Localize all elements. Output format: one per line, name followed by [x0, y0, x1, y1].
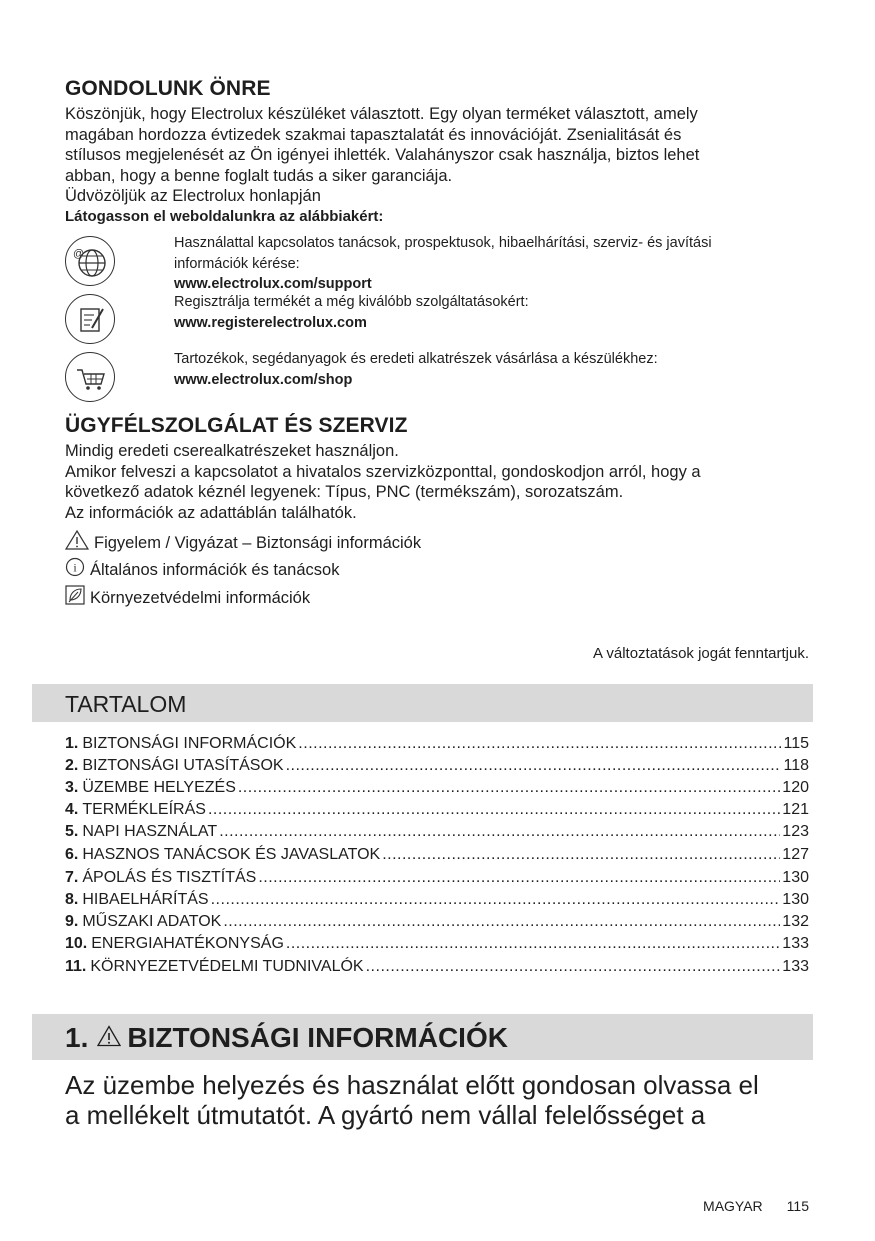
globe-icon	[65, 236, 115, 286]
toc-item-number: 9.	[65, 913, 79, 930]
toc-item[interactable]	[65, 958, 809, 980]
safety-title	[65, 1022, 508, 1054]
toc-item[interactable]	[65, 935, 809, 957]
service-text: információk kérése:	[174, 255, 300, 272]
toc-leader	[382, 846, 780, 864]
toc-item-page: 127	[782, 846, 809, 863]
environment-icon	[65, 585, 85, 610]
shop-link[interactable]: www.electrolux.com/shop	[174, 371, 353, 388]
toc-item-number: 8.	[65, 891, 79, 908]
legend-text: Általános információk és tanácsok	[90, 560, 340, 579]
info-icon	[65, 557, 85, 582]
intro-line: Köszönjük, hogy Electrolux készüléket választott. Egy olyan terméket választott, amely	[65, 105, 698, 123]
svg-text:i: i	[73, 560, 77, 575]
safety-number: 1.	[65, 1022, 89, 1053]
service-line: Mindig eredeti cserealkatrészeket használjon.	[65, 442, 399, 460]
toc-item[interactable]	[65, 869, 809, 891]
cart-icon	[65, 352, 115, 402]
toc-leader	[298, 735, 781, 753]
section-heading-service: ÜGYFÉLSZOLGÁLAT ÉS SZERVIZ	[65, 414, 408, 437]
toc-item-label: HIBAELHÁRÍTÁS	[82, 891, 209, 908]
toc-item-label: NAPI HASZNÁLAT	[82, 823, 218, 840]
rights-note: A változtatások jogát fenntartjuk.	[593, 645, 809, 662]
intro-line: stílusos megjelenését az Ön igényei ihlették. Valahányszor csak használja, biztos lehet	[65, 146, 700, 164]
service-text: Tartozékok, segédanyagok és eredeti alkatrészek vásárlása a készülékhez:	[174, 351, 658, 367]
toc-item-number: 5.	[65, 823, 79, 840]
welcome-line: Üdvözöljük az Electrolux honlapján	[65, 187, 321, 205]
toc-item-page: 133	[782, 958, 809, 975]
toc-item-page: 130	[782, 869, 809, 886]
toc-item-number: 10.	[65, 935, 88, 952]
service-line: Az információk az adattáblán találhatók.	[65, 503, 357, 522]
legend-warning	[65, 530, 421, 555]
toc-item-label: ENERGIAHATÉKONYSÁG	[91, 935, 284, 952]
register-link[interactable]: www.registerelectrolux.com	[174, 314, 367, 331]
footer-page-number: 115	[786, 1198, 809, 1214]
toc-item-page: 121	[782, 801, 809, 818]
page-footer	[703, 1198, 809, 1214]
warning-icon	[65, 530, 89, 555]
safety-intro	[65, 1070, 825, 1130]
toc-item-page: 133	[782, 935, 809, 952]
toc-item-number: 6.	[65, 846, 79, 863]
legend-text: Környezetvédelmi információk	[90, 588, 311, 607]
toc-leader	[366, 958, 781, 976]
intro-line: abban, hogy a benne foglalt tudás a siker garanciája.	[65, 166, 453, 185]
service-line: Amikor felveszi a kapcsolatot a hivatalos szervizközponttal, gondoskodjon arról, hogy a	[65, 462, 701, 481]
safety-title-text: BIZTONSÁGI INFORMÁCIÓK	[127, 1022, 508, 1053]
toc-item[interactable]	[65, 801, 809, 823]
intro-line: magában hordozza évtizedek szakmai tapasztalatát és innovációját. Zsenialitását és	[65, 125, 682, 144]
toc-leader	[219, 823, 780, 841]
toc-leader	[223, 913, 780, 931]
toc-item-number: 4.	[65, 801, 79, 818]
legend-info	[65, 557, 339, 582]
visit-line: Látogasson el weboldalunkra az alábbiakért:	[65, 207, 384, 225]
support-link[interactable]: www.electrolux.com/support	[174, 276, 372, 292]
toc-item-label: ÜZEMBE HELYEZÉS	[82, 779, 236, 796]
toc-item[interactable]	[65, 779, 809, 801]
toc-item-label: MŰSZAKI ADATOK	[82, 913, 222, 930]
svg-text:@: @	[73, 248, 85, 260]
toc-item-number: 2.	[65, 757, 79, 774]
toc-leader	[286, 757, 782, 775]
service-shop	[174, 349, 814, 390]
toc-title: TARTALOM	[65, 691, 187, 717]
toc-leader	[238, 779, 780, 797]
toc-item[interactable]	[65, 846, 809, 868]
toc-header-bar	[32, 684, 813, 722]
toc-item-page: 118	[783, 757, 809, 774]
service-register	[174, 292, 814, 333]
service-paragraph	[65, 441, 810, 523]
legend-text: Figyelem / Vigyázat – Biztonsági információk	[94, 533, 422, 552]
service-text: Használattal kapcsolatos tanácsok, prospektusok, hibaelhárítási, szerviz- és javítási	[174, 235, 712, 251]
service-line: következő adatok kéznél legyenek: Típus, PNC (termékszám), sorozatszám.	[65, 483, 624, 501]
service-support	[174, 233, 814, 295]
toc-item-number: 11.	[65, 958, 87, 975]
safety-intro-line: Az üzembe helyezés és használat előtt gondosan olvassa el	[65, 1070, 759, 1100]
toc-leader	[286, 935, 780, 953]
warning-icon	[97, 1022, 121, 1054]
toc-leader	[208, 801, 780, 819]
footer-language: MAGYAR	[703, 1198, 763, 1214]
toc-item-label: ÁPOLÁS ÉS TISZTÍTÁS	[82, 869, 257, 886]
toc-item-label: BIZTONSÁGI UTASÍTÁSOK	[82, 757, 284, 774]
toc-item-page: 132	[782, 913, 809, 930]
toc-item-label: HASZNOS TANÁCSOK ÉS JAVASLATOK	[82, 846, 381, 863]
toc-item-page: 115	[783, 735, 809, 752]
register-icon	[65, 294, 115, 344]
toc-item-page: 123	[782, 823, 809, 840]
toc-item-number: 3.	[65, 779, 79, 796]
toc-item-page: 120	[782, 779, 809, 796]
toc-item-number: 7.	[65, 869, 79, 886]
toc-item[interactable]	[65, 891, 809, 913]
safety-intro-line: a mellékelt útmutatót. A gyártó nem vállal felelősséget a	[65, 1100, 706, 1130]
toc-leader	[211, 891, 781, 909]
toc-item[interactable]	[65, 757, 809, 779]
toc-item-label: BIZTONSÁGI INFORMÁCIÓK	[82, 735, 297, 752]
legend-environment	[65, 585, 310, 610]
toc-item-label: KÖRNYEZETVÉDELMI TUDNIVALÓK	[90, 958, 364, 975]
toc-item[interactable]	[65, 823, 809, 845]
toc-item[interactable]	[65, 913, 809, 935]
toc-item[interactable]	[65, 735, 809, 757]
toc-item-page: 130	[782, 891, 809, 908]
safety-header-bar	[32, 1014, 813, 1060]
service-text: Regisztrálja termékét a még kiválóbb szolgáltatásokért:	[174, 294, 529, 310]
toc-leader	[258, 869, 780, 887]
intro-paragraph	[65, 104, 810, 227]
toc-item-label: TERMÉKLEÍRÁS	[82, 801, 206, 818]
toc-item-number: 1.	[65, 735, 79, 752]
section-heading-think: GONDOLUNK ÖNRE	[65, 77, 271, 100]
